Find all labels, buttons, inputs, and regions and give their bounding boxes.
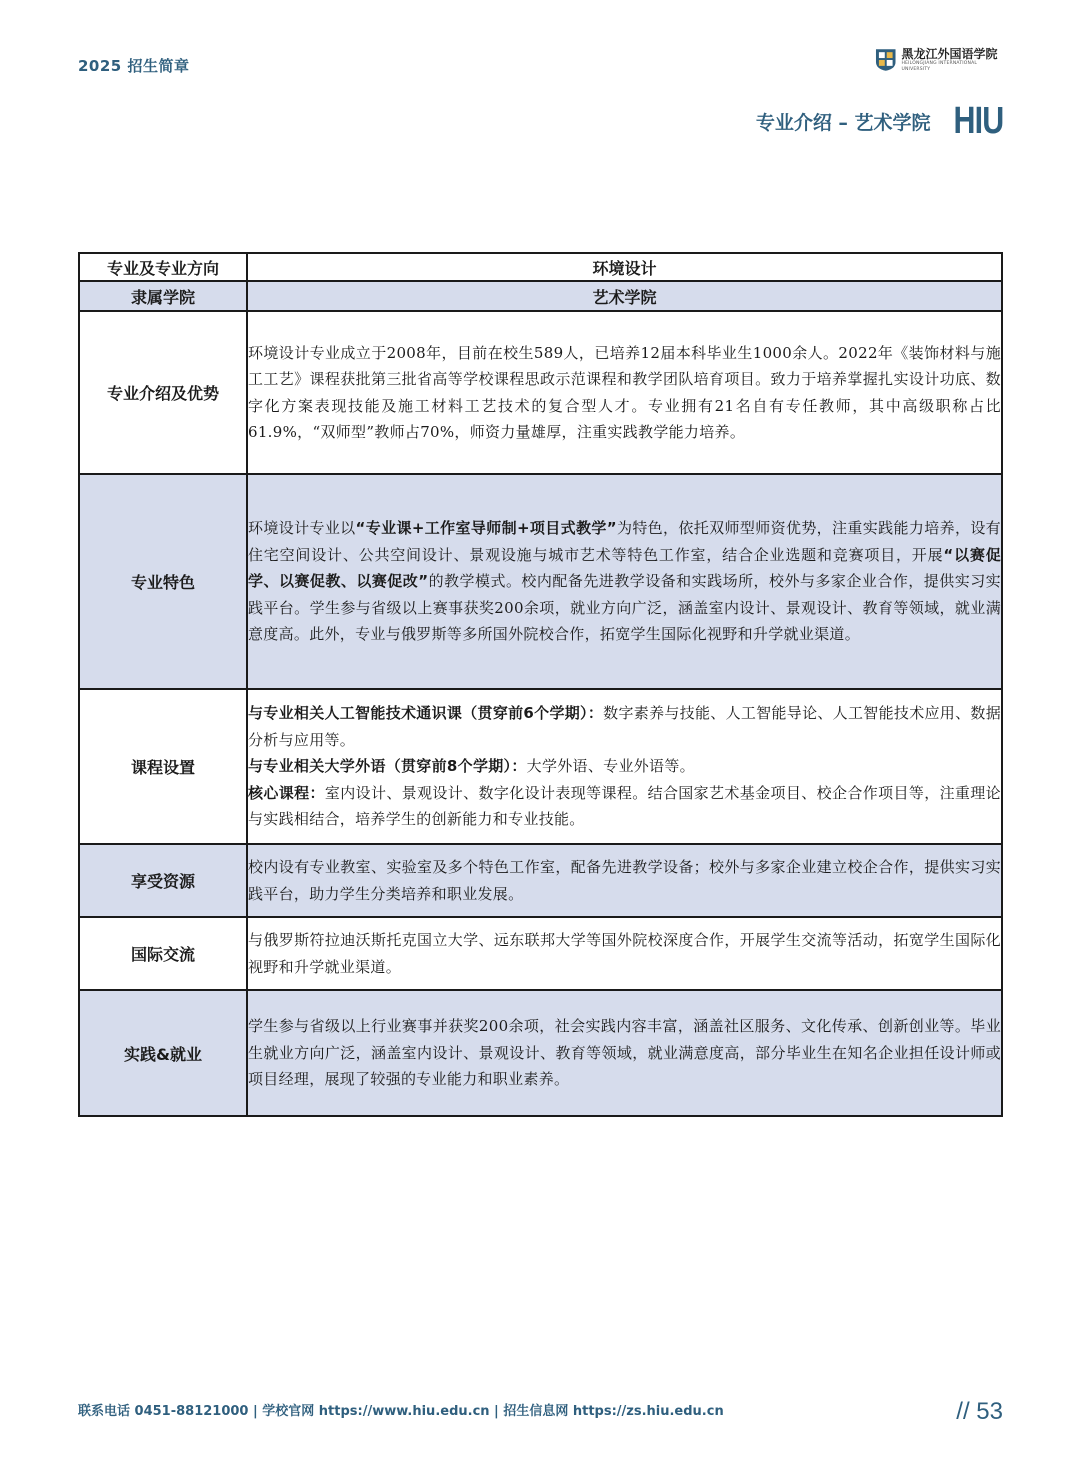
table-row — [79, 689, 1002, 844]
section-title: 专业介绍 – 艺术学院 — [755, 111, 931, 134]
hiu-brand-mark: HIU — [953, 100, 1003, 142]
table-row — [79, 281, 1002, 311]
section-heading — [756, 102, 1003, 140]
features-highlight-1: “专业课+工作室导师制+项目式教学” — [355, 519, 617, 538]
table-row — [79, 474, 1002, 689]
exchange-text: 与俄罗斯符拉迪沃斯托克国立大学、远东联邦大学等国外院校深度合作，开展学生交流等活动，拓宽学生国际化视野和升学就业渠道。 — [247, 917, 1002, 990]
resources-text: 校内设有专业教室、实验室及多个特色工作室，配备先进教学设备；校外与多家企业建立校企合作，提供实习实践平台，助力学生分类培养和职业发展。 — [247, 844, 1002, 917]
practice-text: 学生参与省级以上行业赛事并获奖200余项，社会实践内容丰富，涵盖社区服务、文化传承、创新创业等。毕业生就业方向广泛，涵盖室内设计、景观设计、教育等领域，就业满意度高，部分毕业生在知名企业担任设计师或项目经理，展现了较强的专业能力和职业素养。 — [247, 990, 1002, 1116]
ai-course-text: 数字素养与技能、人工智能导论、人工智能技术应用、数据分析与应用等。 — [248, 704, 1001, 749]
features-highlight-2: “以赛促学、以赛促教、以赛促改” — [248, 545, 1001, 591]
university-seal-icon — [875, 48, 897, 72]
row-label-courses: 课程设置 — [79, 689, 247, 844]
university-logo — [875, 44, 1005, 76]
core-course-text: 室内设计、景观设计、数字化设计表现等课程。结合国家艺术基金项目、校企合作项目等，注重理论与实践相结合，培养学生的创新能力和专业技能。 — [248, 783, 1001, 829]
language-course-text: 大学外语、专业外语等。 — [526, 757, 695, 776]
contact-info: 联系电话 0451-88121000 | 学校官网 https://www.hiu.edu.cn | 招生信息网 https://zs.hiu.edu.cn — [78, 1404, 724, 1419]
logo-chinese-name: 黑龙江外国语学院 — [901, 47, 998, 61]
table-row — [79, 253, 1002, 281]
ai-course-heading: 与专业相关人工智能技术通识课（贯穿前6个学期）： — [248, 704, 604, 723]
core-course-heading: 核心课程： — [248, 783, 325, 802]
language-course-heading: 与专业相关大学外语（贯穿前8个学期）： — [248, 757, 527, 776]
logo-english-name: HEILONGJIANG INTERNATIONAL UNIVERSITY — [901, 61, 978, 72]
intro-text: 环境设计专业成立于2008年，目前在校生589人，已培养12届本科毕业生1000余人。2022年《装饰材料与施工工艺》课程获批第三批省高等学校课程思政示范课程和教学团队培育项目。致力于培养掌握扎实设计功底、数字化方案表现技能及施工材料工艺技术的复合型人才。专业拥有21名自有专任教师，其中高级职称占比61.9%，“双师型”教师占70%，师资力量雄厚，注重实践教学能力培养。 — [247, 311, 1002, 474]
row-label-resources: 享受资源 — [79, 844, 247, 917]
brochure-title: 2025 招生简章 — [78, 57, 190, 75]
page-number: // 53 — [956, 1398, 1003, 1425]
row-label-features: 专业特色 — [79, 474, 247, 689]
major-info-table — [78, 252, 1003, 1117]
table-row — [79, 990, 1002, 1116]
courses-text — [247, 689, 1002, 844]
table-row — [79, 917, 1002, 990]
college-name: 艺术学院 — [247, 281, 1002, 311]
major-name: 环境设计 — [247, 253, 1002, 281]
features-text — [247, 474, 1002, 689]
features-text-3: 的教学模式。校内配备先进教学设备和实践场所，校外与多家企业合作，提供实习实践平台。学生参与省级以上赛事获奖200余项，就业方向广泛，涵盖室内设计、景观设计、教育等领域，就业满意度高。此外，专业与俄罗斯等多所国外院校合作，拓宽学生国际化视野和升学就业渠道。 — [248, 572, 1001, 644]
row-label-exchange: 国际交流 — [79, 917, 247, 990]
features-text-1: 环境设计专业以 — [248, 519, 356, 538]
row-label-college: 隶属学院 — [79, 281, 247, 311]
row-label-major: 专业及专业方向 — [79, 253, 247, 281]
row-label-intro: 专业介绍及优势 — [79, 311, 247, 474]
table-row — [79, 311, 1002, 474]
row-label-practice: 实践&就业 — [79, 990, 247, 1116]
table-row — [79, 844, 1002, 917]
features-text-2: 为特色，依托双师型师资优势，注重实践能力培养，设有住宅空间设计、公共空间设计、景观设施与城市艺术等特色工作室，结合企业选题和竞赛项目，开展 — [248, 519, 1001, 564]
